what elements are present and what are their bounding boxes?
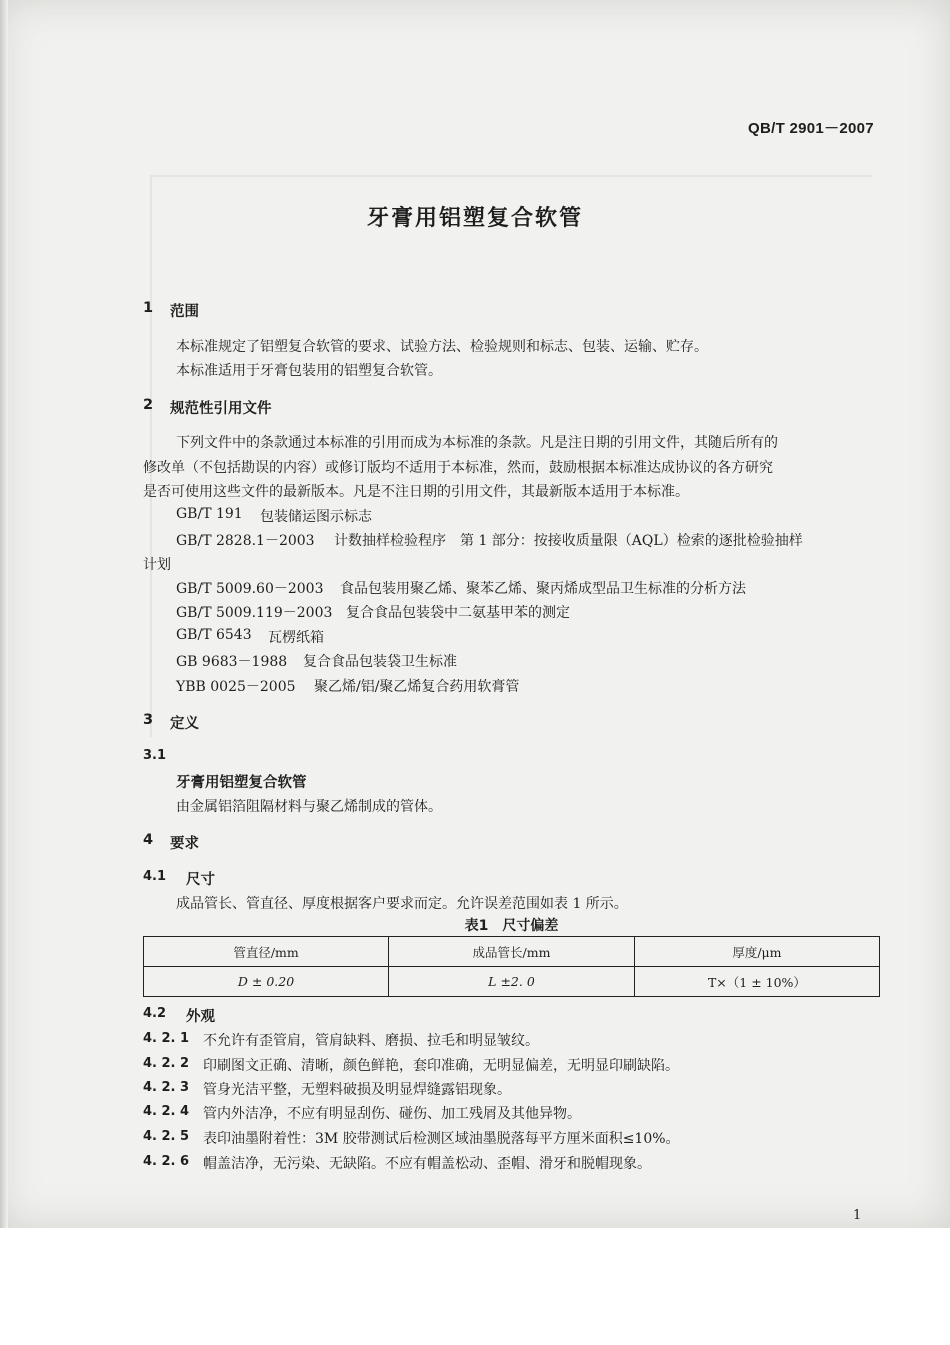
reference-code: YBB 0025－2005 xyxy=(176,679,296,695)
page-edge-shadow xyxy=(0,0,8,1228)
standard-code: QB/T 2901－2007 xyxy=(748,120,874,137)
clause-4-1-body: 成品管长、管直径、厚度根据客户要求而定。允许误差范围如表 1 所示。 xyxy=(176,896,628,912)
table-cell: L ±2. 0 xyxy=(389,967,635,997)
reference-code: GB/T 2828.1－2003 xyxy=(176,533,315,549)
reference-title: 复合食品包装袋中二氨基甲苯的测定 xyxy=(346,605,570,621)
page-number: 1 xyxy=(853,1208,862,1223)
reference-title: 复合食品包装袋卫生标准 xyxy=(303,654,457,670)
section-2-intro-line: 修改单（不包括勘误的内容）或修订版均不适用于本标准，然而，鼓励根据本标准达成协议的各方研究 xyxy=(143,460,773,476)
clause-3-1-number: 3.1 xyxy=(143,748,167,763)
section-4-heading: 要求 xyxy=(170,836,199,852)
section-1-paragraph: 本标准适用于牙膏包装用的铝塑复合软管。 xyxy=(176,363,442,379)
clause-number: 4. 2. 3 xyxy=(143,1080,190,1095)
reference-title: 计数抽样检验程序 第 1 部分：按接收质量限（AQL）检索的逐批检验抽样 xyxy=(334,533,803,549)
section-3-heading: 定义 xyxy=(170,716,199,732)
defined-term: 牙膏用铝塑复合软管 xyxy=(176,775,307,791)
document-title: 牙膏用铝塑复合软管 xyxy=(366,206,583,231)
clause-4-2-heading: 外观 xyxy=(186,1009,215,1025)
table-header-cell: 成品管长/mm xyxy=(389,937,635,967)
section-3-number: 3 xyxy=(143,712,154,728)
reference-title: 包装储运图示标志 xyxy=(260,509,372,525)
clause-text: 不允许有歪管肩，管肩缺料、磨损、拉毛和明显皱纹。 xyxy=(203,1033,539,1049)
reference-code: GB/T 5009.60－2003 xyxy=(176,581,324,597)
reference-code: GB/T 5009.119－2003 xyxy=(176,605,333,621)
section-2-intro-line: 是否可使用这些文件的最新版本。凡是不注日期的引用文件，其最新版本适用于本标准。 xyxy=(143,484,689,500)
clause-text: 帽盖洁净，无污染、无缺陷。不应有帽盖松动、歪帽、滑牙和脱帽现象。 xyxy=(203,1156,651,1172)
clause-4-1-heading: 尺寸 xyxy=(186,872,215,888)
reference-title: 瓦楞纸箱 xyxy=(268,630,324,646)
section-1-number: 1 xyxy=(143,300,154,316)
clause-text: 管身光洁平整，无塑料破损及明显焊缝露铝现象。 xyxy=(203,1082,511,1098)
section-2-heading: 规范性引用文件 xyxy=(170,401,272,417)
table-row xyxy=(144,967,880,997)
clause-text: 印刷图文正确、清晰，颜色鲜艳，套印准确，无明显偏差，无明显印刷缺陷。 xyxy=(203,1058,679,1074)
table-cell: T×（1 ± 10%） xyxy=(634,967,879,997)
table-header-row xyxy=(144,937,880,967)
reference-code: GB/T 6543 xyxy=(176,627,252,643)
section-1-heading: 范围 xyxy=(170,304,199,320)
reference-title: 聚乙烯/铝/聚乙烯复合药用软膏管 xyxy=(314,679,520,695)
section-4-number: 4 xyxy=(143,832,154,848)
clause-text: 管内外洁净，不应有明显刮伤、碰伤、加工残屑及其他异物。 xyxy=(203,1106,581,1122)
section-2-number: 2 xyxy=(143,397,154,413)
reference-title-continued: 计划 xyxy=(143,557,171,573)
reference-code: GB 9683－1988 xyxy=(176,654,288,670)
dimension-tolerance-table xyxy=(143,936,880,997)
table-header-cell: 管直径/mm xyxy=(144,937,389,967)
table-caption: 表1 尺寸偏差 xyxy=(464,918,559,934)
definition-text: 由金属铝箔阻隔材料与聚乙烯制成的管体。 xyxy=(176,799,442,815)
section-2-intro-line: 下列文件中的条款通过本标准的引用而成为本标准的条款。凡是注日期的引用文件，其随后所有的 xyxy=(176,435,778,451)
table-cell: D ± 0.20 xyxy=(144,967,389,997)
clause-number: 4. 2. 5 xyxy=(143,1129,190,1144)
clause-text: 表印油墨附着性：3M 胶带测试后检测区域油墨脱落每平方厘米面积≤10%。 xyxy=(203,1131,680,1147)
clause-number: 4. 2. 4 xyxy=(143,1104,190,1119)
reference-code: GB/T 191 xyxy=(176,506,243,522)
section-1-paragraph: 本标准规定了铝塑复合软管的要求、试验方法、检验规则和标志、包装、运输、贮存。 xyxy=(176,339,708,355)
table-header-cell: 厚度/μm xyxy=(634,937,879,967)
clause-number: 4. 2. 6 xyxy=(143,1154,190,1169)
clause-4-2-number: 4.2 xyxy=(143,1006,167,1021)
clause-number: 4. 2. 2 xyxy=(143,1056,190,1071)
clause-4-1-number: 4.1 xyxy=(143,869,167,884)
clause-number: 4. 2. 1 xyxy=(143,1031,190,1046)
reference-title: 食品包装用聚乙烯、聚苯乙烯、聚丙烯成型品卫生标准的分析方法 xyxy=(340,581,746,597)
